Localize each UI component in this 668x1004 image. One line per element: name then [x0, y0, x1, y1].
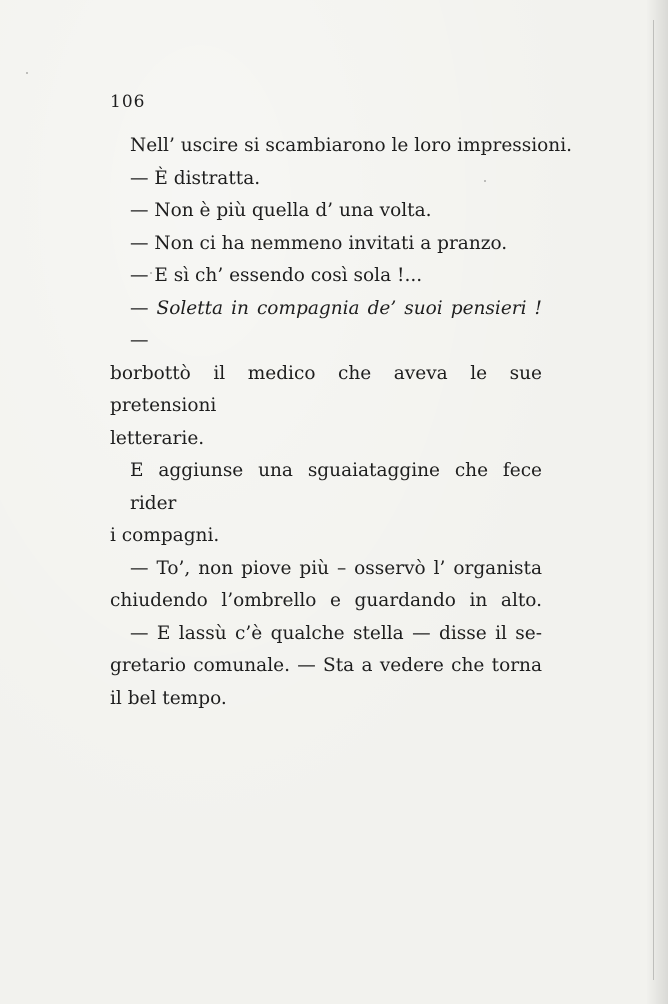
text-line: — To’, non piove più – osservò l’ organista	[130, 557, 542, 579]
paper-speck	[26, 72, 28, 74]
text-line: letterarie.	[110, 427, 205, 449]
text-line: — Non è più quella d’ una volta.	[130, 200, 432, 221]
page-edge-shadow	[646, 0, 668, 1004]
paper-speck	[116, 434, 118, 436]
text-line: — E sì ch’ essendo così sola !...	[130, 265, 423, 286]
text-line: Nell’ uscire si scambiarono le loro impressioni.	[130, 135, 573, 156]
text-line: E aggiunse una sguaiataggine che fece rider	[130, 460, 542, 514]
page-number: 106	[110, 92, 146, 112]
paper-speck	[484, 180, 486, 182]
paper-speck	[150, 272, 152, 274]
body-text	[110, 130, 573, 715]
text-line: — È distratta.	[130, 167, 261, 189]
text-line: chiudendo l’ombrello e guardando in alto.	[110, 590, 542, 611]
text-line: i compagni.	[110, 525, 220, 546]
page-edge-line	[653, 20, 654, 980]
text-line: — Non ci ha nemmeno invitati a pranzo.	[130, 232, 508, 254]
text-fragment: —	[130, 330, 149, 351]
text-line: borbottò il medico che aveva le sue pretensioni	[110, 362, 542, 416]
text-line: gretario comunale. — Sta a vedere che torna	[110, 655, 542, 676]
text-fragment: —	[130, 297, 157, 319]
text-line: il bel tempo.	[110, 687, 227, 709]
text-line: — E lassù c’è qualche stella — disse il se-	[130, 622, 542, 644]
italic-phrase: Soletta in compagnia de’ suoi pensieri !	[156, 297, 542, 319]
text-line	[110, 293, 542, 358]
